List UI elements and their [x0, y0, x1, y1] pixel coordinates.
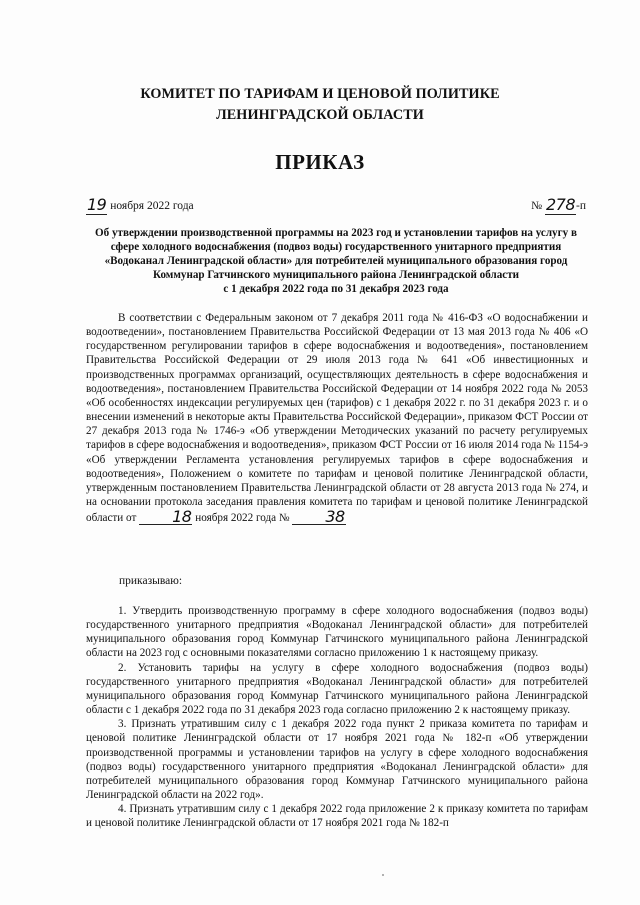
- handwritten-day: 19: [87, 195, 107, 214]
- handwritten-protocol-day: 18: [139, 510, 192, 525]
- preamble-paragraph: [86, 311, 588, 525]
- order-month-year: ноября 2022 года: [110, 200, 194, 212]
- subject-line: с 1 декабря 2022 года по 31 декабря 2023 года: [223, 283, 449, 296]
- preamble-text: В соответствии с Федеральным законом от 7 декабря 2011 года № 416-ФЗ «О водоснабжении и водоотведении», постановлением Правительства Российской Федерации от 13 мая 2013 года № 406 «О государственном регулировании тарифов в сфере водоснабжения и водоотведения», постановлением Правительства Российской Федерации от 29 июля 2013 года № 641 «Об инвестиционных и производственных программах организаций, осуществляющих деятельность в сфере водоснабжения и водоотведения», постановлением Правительства Российской Федерации от 14 ноября 2022 года № 2053 «Об особенностях индексации регулируемых цен (тарифов) с 1 декабря 2022 г. по 31 декабря 2023 г. и о внесении изменений в некоторые акты Правительства Российской Федерации», приказом ФСТ России от 27 декабря 2013 года № 1746-э «Об утверждении Методических указаний по расчету регулируемых тарифов в сфере водоснабжения и водоотведения», приказом ФСТ России от 16 июля 2014 года № 1154-э «Об утверждении Регламента установления регулируемых тарифов в сфере водоснабжения и водоотведения», Положением о комитете по тарифам и ценовой политике Ленинградской области, утвержденным постановлением Правительства Ленинградской области от 28 августа 2013 года № 274, и на основании протокола заседания правления комитета по тарифам и ценовой политике Ленинградской области от: [86, 312, 588, 525]
- subject-line: сфере холодного водоснабжения (подвоз воды) государственного унитарного предприятия: [110, 241, 562, 254]
- order-number-suffix: -п: [576, 200, 586, 212]
- order-number-prefix: №: [531, 200, 543, 212]
- scan-speck: [382, 874, 384, 876]
- order-item-3: 3. Признать утратившим силу с 1 декабря 2022 года пункт 2 приказа комитета по тарифам и ценовой политике Ленинградской области от 17 ноября 2021 года № 182-п «Об утверждении производственной программы и установлении тарифов на услугу в сфере холодного водоснабжения (подвоз воды) государственного унитарного предприятия «Водоканал Ленинградской области» для потребителей муниципального образования город Коммунар Гатчинского муниципального района Ленинградской области на 2022 год».: [86, 718, 588, 802]
- document-title: ПРИКАЗ: [275, 150, 365, 174]
- date-number-row: [86, 194, 586, 212]
- handwritten-number: 278: [545, 195, 576, 214]
- issuer-line-1: КОМИТЕТ ПО ТАРИФАМ И ЦЕНОВОЙ ПОЛИТИКЕ: [140, 86, 500, 102]
- issuer-line-2: ЛЕНИНГРАДСКОЙ ОБЛАСТИ: [216, 107, 424, 123]
- order-item-4: 4. Признать утратившим силу с 1 декабря 2022 года приложение 2 к приказу комитета по тарифам и ценовой политике Ленинградской области от 17 ноября 2021 года № 182-п: [86, 803, 588, 830]
- issuer-header: [0, 84, 640, 126]
- subject-line: «Водоканал Ленинградской области» для потребителей муниципального образования город: [104, 255, 568, 268]
- subject-line: Коммунар Гатчинского муниципального района Ленинградской области: [152, 269, 520, 282]
- order-subject: [84, 226, 588, 296]
- subject-line: Об утверждении производственной программы на 2023 год и установлении тарифов на услугу в: [95, 227, 577, 239]
- protocol-date-text: ноября 2022 года №: [195, 512, 290, 525]
- handwritten-protocol-number: 38: [292, 510, 345, 525]
- order-word: приказываю:: [119, 575, 183, 587]
- order-date: [86, 194, 194, 214]
- order-items: [86, 604, 588, 831]
- order-item-1: 1. Утвердить производственную программу в сфере холодного водоснабжения (подвоз воды) государственного унитарного предприятия «Водоканал Ленинградской области» для потребителей муниципального образования город Коммунар Гатчинского муниципального района Ленинградской области на 2023 год с основными показателями согласно приложению 1 к настоящему приказу.: [86, 605, 588, 660]
- order-number: [531, 194, 586, 214]
- order-item-2: 2. Установить тарифы на услугу в сфере холодного водоснабжения (подвоз воды) государственного унитарного предприятия «Водоканал Ленинградской области» для потребителей муниципального образования город Коммунар Гатчинского муниципального района Ленинградской области с 1 декабря 2022 года по 31 декабря 2023 года согласно приложению 2 к настоящему приказу.: [86, 661, 588, 717]
